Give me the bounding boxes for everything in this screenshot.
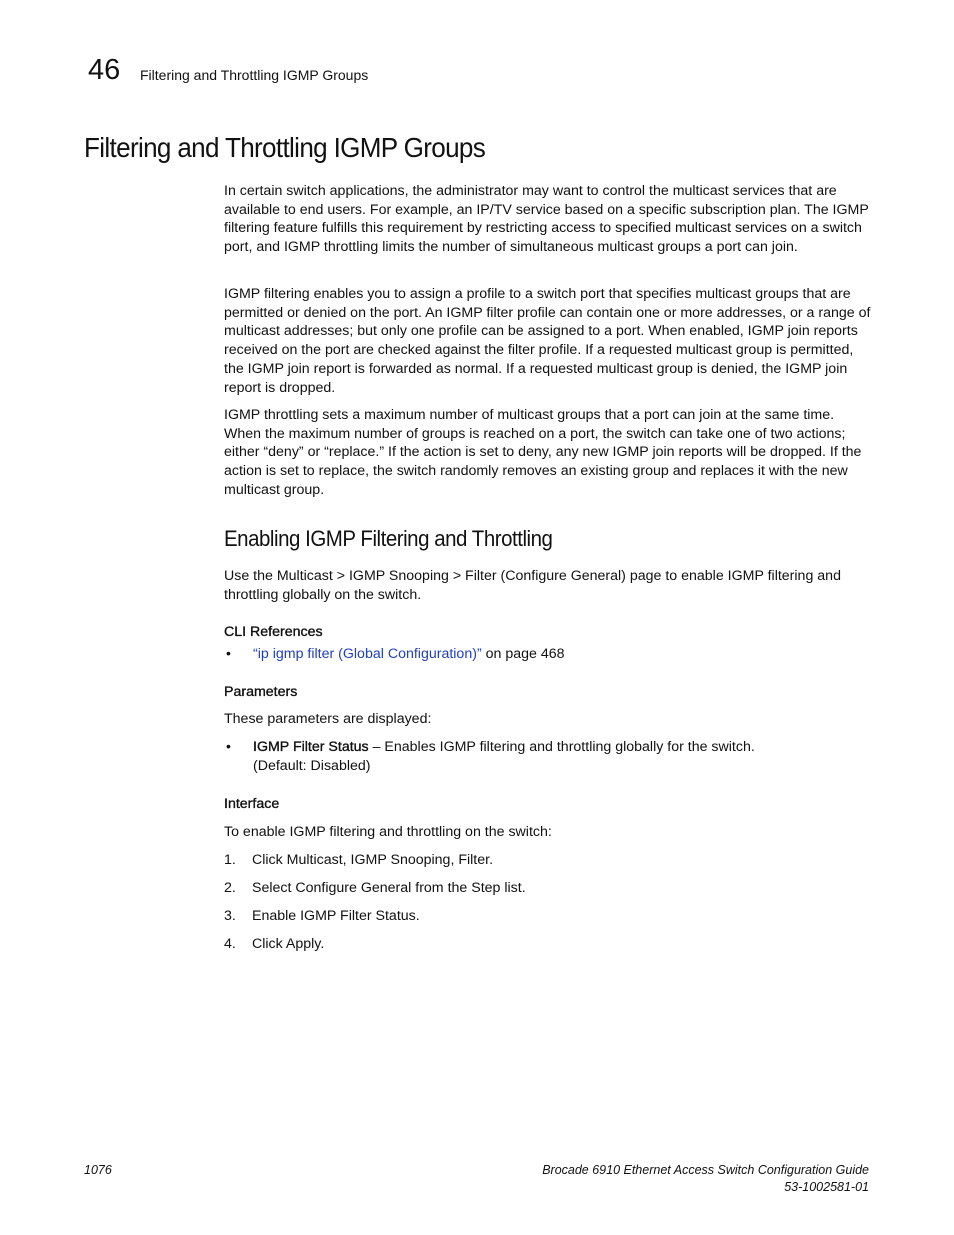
step-text: Select Configure General from the Step list. <box>252 880 526 896</box>
parameter-default: (Default: Disabled) <box>253 757 371 774</box>
cli-references-heading: CLI References <box>224 624 323 640</box>
step-number: 4. <box>224 936 236 952</box>
running-header-title: Filtering and Throttling IGMP Groups <box>140 67 369 83</box>
page-number: 1076 <box>84 1163 112 1177</box>
bullet-icon: • <box>226 645 231 661</box>
paragraph-throttling: IGMP throttling sets a maximum number of multicast groups that a port can join at the same time. When the maximum number of groups is reached on a port, the switch can take one of two actions; either “deny” or “replace.” If the action is set to deny, any new IGMP join reports will be dropped. If the action is set to replace, the switch randomly removes an existing group and replaces it with the new multicast group. <box>224 407 862 498</box>
paragraph-intro: In certain switch applications, the administrator may want to control the multicast services that are available to end users. For example, an IP/TV service based on a specific subscription plan. The IGMP filtering feature fulfills this requirement by restricting access to specified multicast services on a switch port, and IGMP throttling limits the number of simultaneous multicast groups a port can join. <box>224 183 869 256</box>
cli-reference-link[interactable]: “ip igmp filter (Global Configuration)” <box>253 646 482 662</box>
step-number: 2. <box>224 880 236 896</box>
chapter-number: 46 <box>88 54 121 86</box>
cli-reference-item <box>253 645 853 664</box>
cli-reference-page: on page 468 <box>481 646 565 662</box>
parameters-heading: Parameters <box>224 684 298 700</box>
step-number: 1. <box>224 852 236 868</box>
parameter-description: – Enables IGMP filtering and throttling globally for the switch. <box>368 739 755 755</box>
parameters-intro: These parameters are displayed: <box>224 711 432 727</box>
section-title: Filtering and Throttling IGMP Groups <box>84 132 486 163</box>
parameter-item <box>253 738 853 775</box>
parameter-name: IGMP Filter Status <box>253 739 369 755</box>
subsection-title: Enabling IGMP Filtering and Throttling <box>224 526 553 551</box>
step-text: Enable IGMP Filter Status. <box>252 908 420 924</box>
interface-intro: To enable IGMP filtering and throttling on the switch: <box>224 824 552 840</box>
step-text: Click Multicast, IGMP Snooping, Filter. <box>252 852 494 868</box>
step-text: Click Apply. <box>252 936 325 952</box>
paragraph-filtering: IGMP filtering enables you to assign a profile to a switch port that specifies multicast groups that are permitted or denied on the port. An IGMP filter profile can contain one or more addresses, or a range of multicast addresses; but only one profile can be assigned to a port. When enabled, IGMP join reports received on the port are checked against the filter profile. If a requested multicast group is permitted, the IGMP join report is forwarded as normal. If a requested multicast group is denied, the IGMP join report is dropped. <box>224 286 871 396</box>
footer-doc-number: 53-1002581-01 <box>784 1180 869 1194</box>
footer-doc-title: Brocade 6910 Ethernet Access Switch Configuration Guide <box>542 1163 869 1177</box>
paragraph-subsection-intro: Use the Multicast > IGMP Snooping > Filter (Configure General) page to enable IGMP filtering and throttling globally on the switch. <box>224 568 841 603</box>
bullet-icon: • <box>226 738 231 754</box>
step-number: 3. <box>224 908 236 924</box>
interface-heading: Interface <box>224 796 280 812</box>
